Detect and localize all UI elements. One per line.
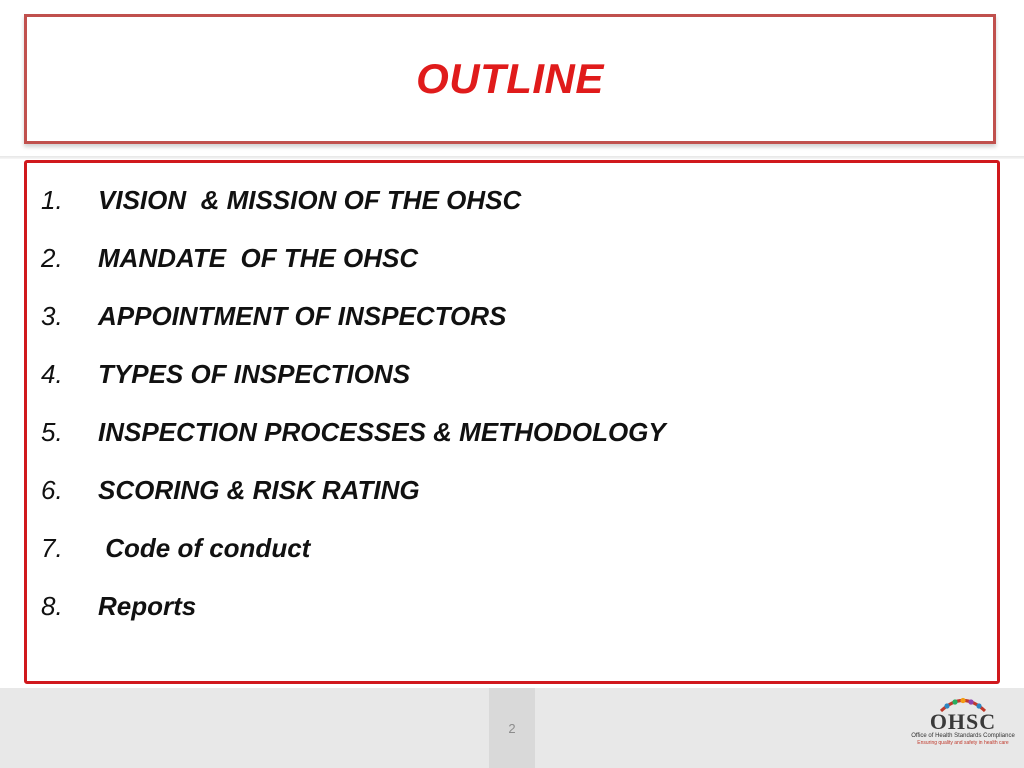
outline-item-1 [41, 185, 666, 243]
outline-item-number: 8. [41, 591, 63, 621]
outline-item-8 [41, 591, 666, 649]
outline-item-text: Reports [98, 591, 197, 621]
outline-item-number: 3. [41, 301, 63, 331]
outline-item-text: SCORING & RISK RATING [98, 475, 420, 505]
outline-item-4 [41, 359, 666, 417]
outline-item-number: 5. [41, 417, 63, 447]
divider [0, 156, 1024, 159]
logo-subtitle: Office of Health Standards Compliance [911, 733, 1015, 739]
outline-item-text: VISION & MISSION OF THE OHSC [98, 185, 522, 215]
outline-item-text: MANDATE OF THE OHSC [98, 243, 419, 273]
outline-item-text: INSPECTION PROCESSES & METHODOLOGY [98, 417, 666, 447]
outline-item-3 [41, 301, 666, 359]
outline-item-text: APPOINTMENT OF INSPECTORS [98, 301, 507, 331]
outline-item-5 [41, 417, 666, 475]
outline-item-number: 4. [41, 359, 63, 389]
outline-item-number: 7. [41, 533, 63, 563]
ohsc-logo [904, 694, 1022, 764]
page-number: 2 [508, 720, 516, 736]
outline-item-number: 1. [41, 185, 63, 215]
outline-item-6 [41, 475, 666, 533]
page-number-box [489, 688, 535, 768]
outline-content-box [24, 160, 1000, 684]
outline-list [41, 185, 666, 649]
outline-item-number: 2. [41, 243, 63, 273]
outline-item-7 [41, 533, 666, 591]
outline-item-number: 6. [41, 475, 63, 505]
logo-tagline: Ensuring quality and safety in health care [917, 740, 1009, 746]
logo-name: OHSC [929, 709, 997, 734]
outline-item-2 [41, 243, 666, 301]
outline-item-text: TYPES OF INSPECTIONS [98, 359, 411, 389]
slide-title: OUTLINE [416, 55, 604, 102]
title-box [24, 14, 996, 144]
outline-item-text: Code of conduct [98, 533, 311, 563]
